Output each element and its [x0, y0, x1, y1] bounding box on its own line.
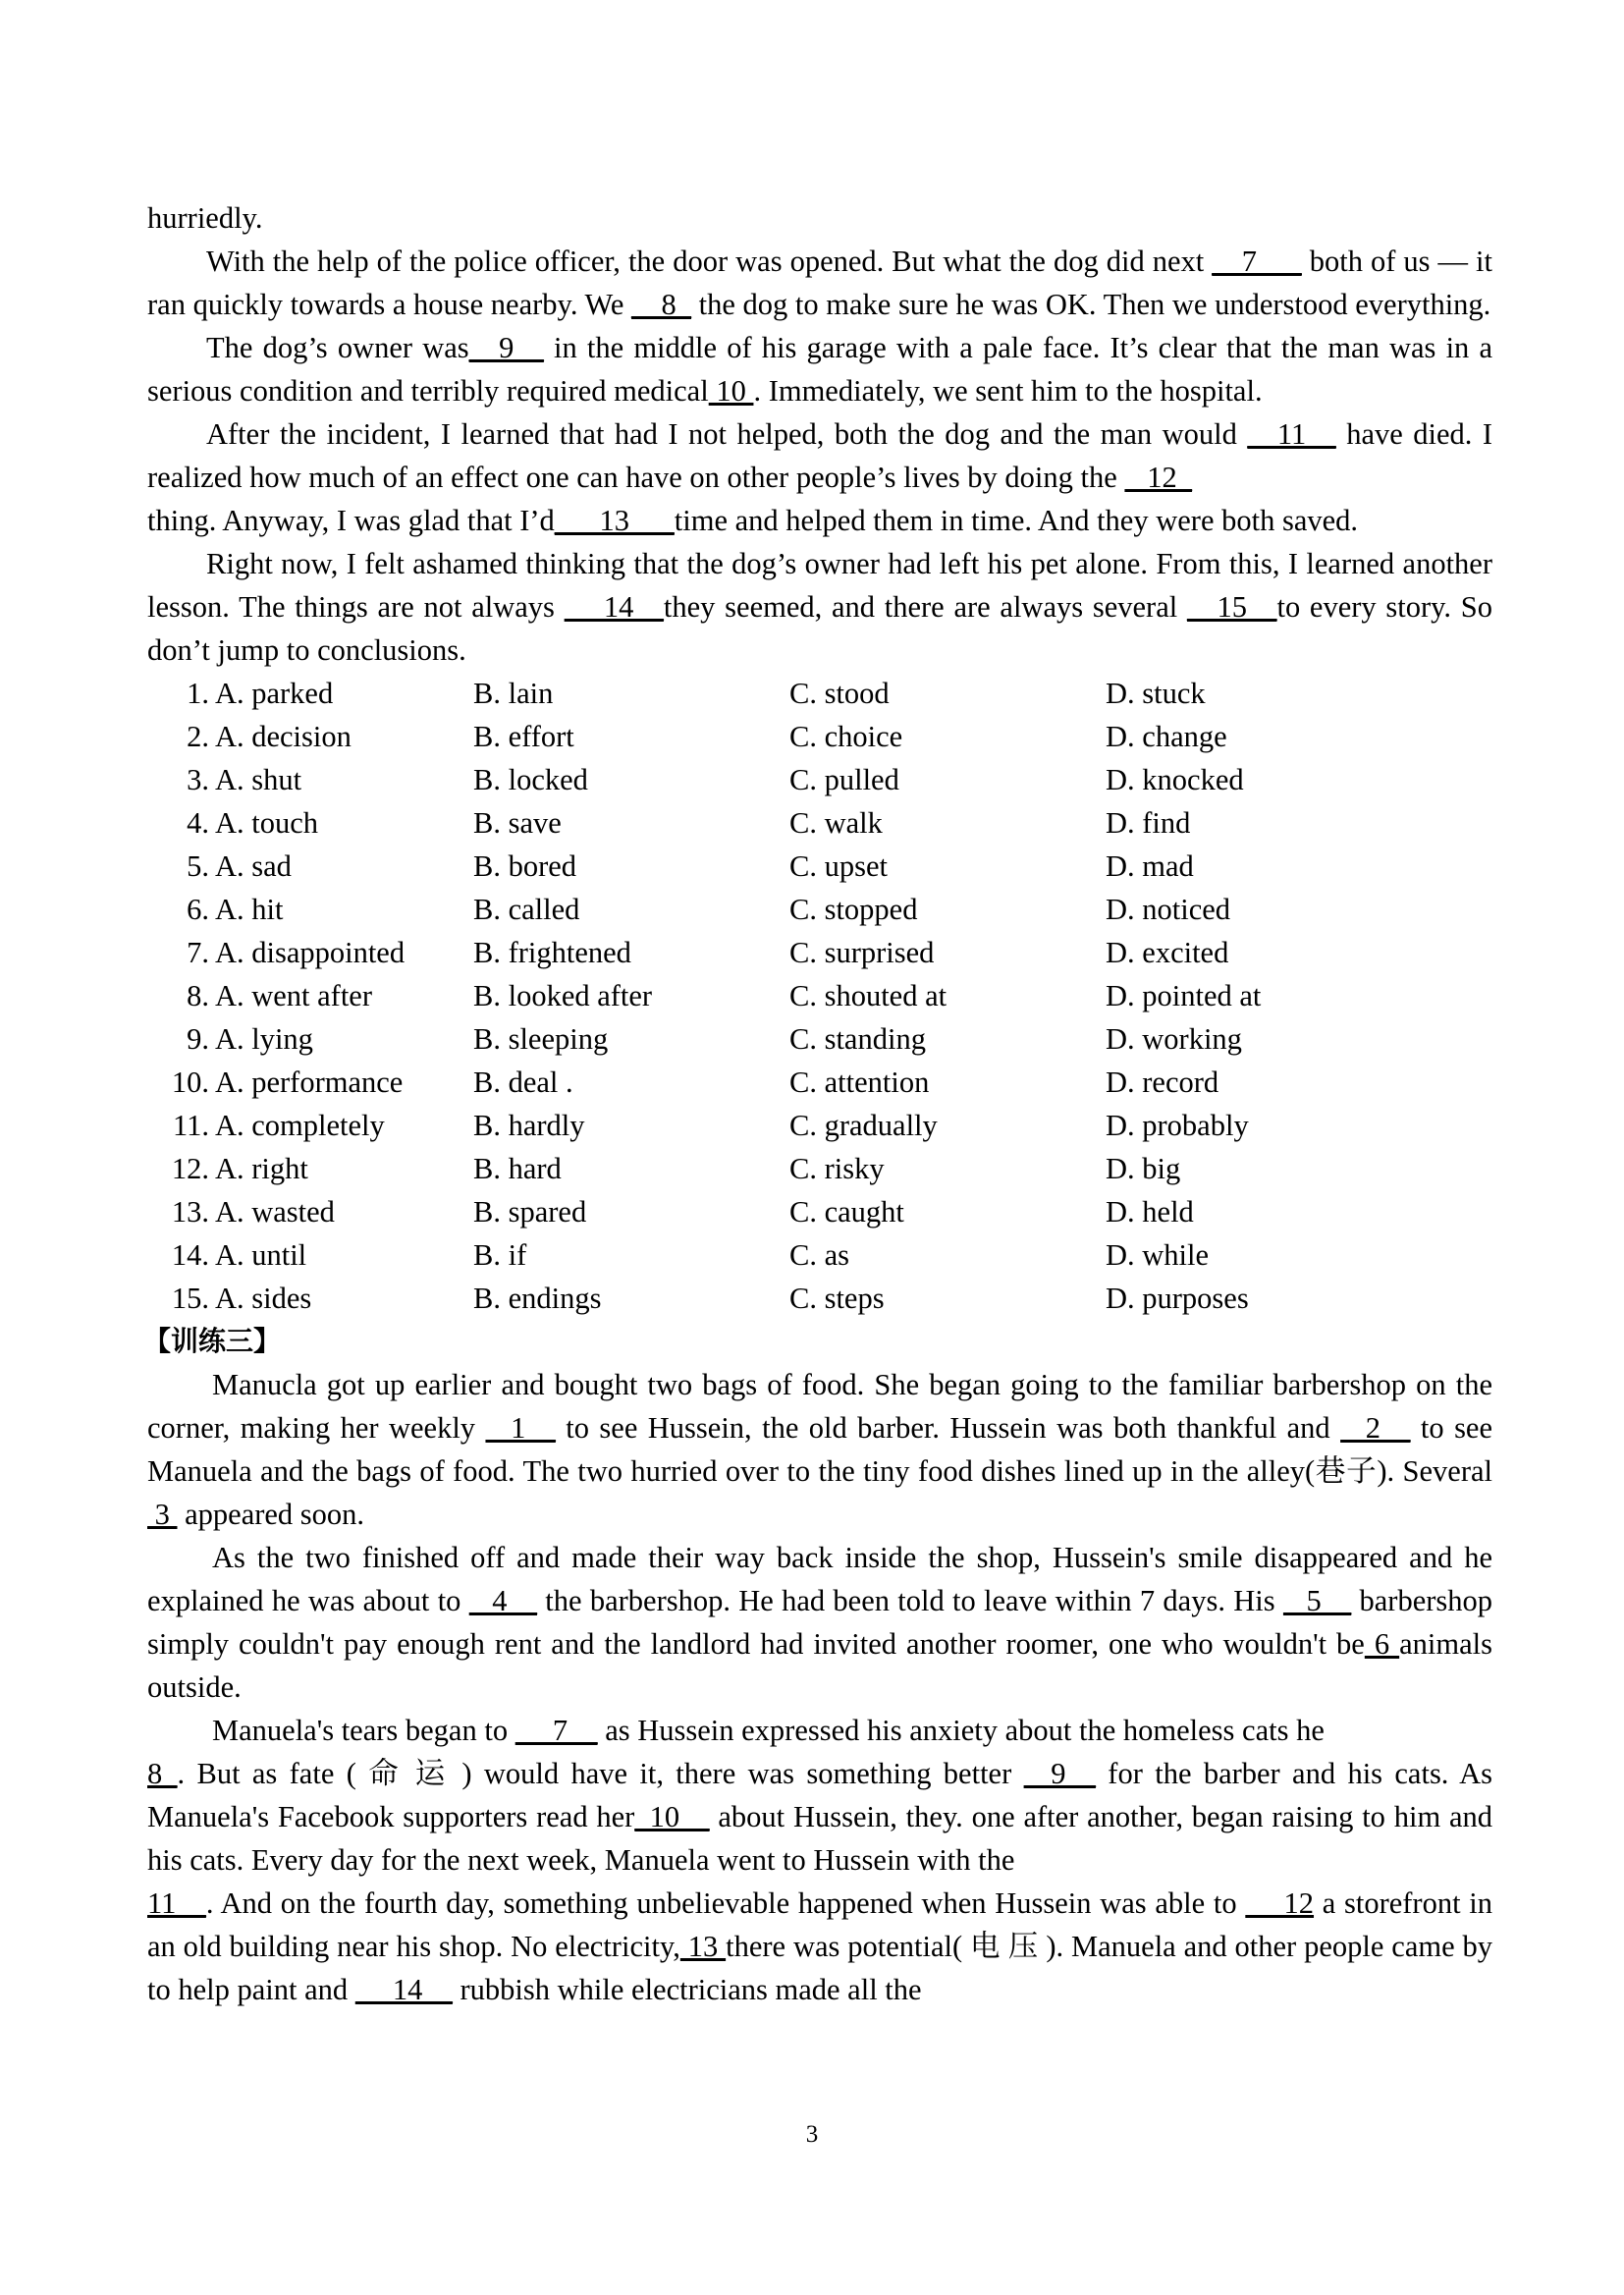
blank-15: __15__: [1186, 590, 1277, 624]
option-a: [157, 1061, 473, 1104]
option-a-text: A. went after: [214, 979, 373, 1012]
option-b-text: B. sleeping: [473, 1022, 609, 1056]
option-b: [473, 672, 789, 715]
option-c: [789, 931, 1106, 974]
option-row: [157, 845, 1261, 888]
option-c-text: C. upset: [789, 849, 888, 883]
option-d: [1106, 845, 1261, 888]
option-a-text: A. touch: [214, 806, 318, 840]
option-c: [789, 1017, 1106, 1061]
option-d: [1106, 1061, 1261, 1104]
option-b-text: B. frightened: [473, 936, 631, 969]
option-a: [157, 845, 473, 888]
option-d-text: D. find: [1106, 806, 1191, 840]
option-a: [157, 1017, 473, 1061]
option-b: [473, 974, 789, 1017]
option-b-text: B. looked after: [473, 979, 653, 1012]
option-b: [473, 1104, 789, 1147]
option-number: 10.: [171, 1066, 209, 1099]
option-row: [157, 801, 1261, 845]
option-c-text: C. surprised: [789, 936, 935, 969]
option-b-text: B. endings: [473, 1282, 602, 1315]
option-b-text: B. save: [473, 806, 562, 840]
option-b: [473, 1061, 789, 1104]
option-c-text: C. steps: [789, 1282, 885, 1315]
blank-s3-14: __14__: [354, 1973, 453, 2006]
option-b: [473, 758, 789, 801]
option-row: [157, 974, 1261, 1017]
option-a-text: A. sides: [214, 1282, 312, 1315]
option-row: [157, 672, 1261, 715]
option-c: [789, 1233, 1106, 1277]
paragraph-s3-1: Manucla got up earlier and bought two bags of food. She began going to the familiar barbershop on the corner, making her weekly _1__ to see Hussein, the old barber. Hussein was both thankful and _2__ to see Manuela and the bags of food. The two hurried over to the tiny food dishes lined up in the alley(巷子). Several 3 appeared soon.: [147, 1368, 1493, 1531]
option-d-text: D. purposes: [1106, 1282, 1249, 1315]
option-b: [473, 845, 789, 888]
option-a-text: A. shut: [214, 763, 302, 796]
option-b-text: B. locked: [473, 763, 588, 796]
option-c: [789, 974, 1106, 1017]
option-row: [157, 931, 1261, 974]
section-heading: 【训练三】: [143, 1325, 282, 1357]
blank-9: __9__: [468, 331, 544, 364]
blank-s3-3: 3: [147, 1498, 178, 1531]
option-b: [473, 1277, 789, 1320]
option-c: [789, 1147, 1106, 1190]
option-c: [789, 715, 1106, 758]
blank-s3-8: 8_: [147, 1757, 178, 1790]
option-row: [157, 1277, 1261, 1320]
option-a: [157, 672, 473, 715]
option-d-text: D. big: [1106, 1152, 1181, 1185]
option-d-text: D. knocked: [1106, 763, 1244, 796]
option-a: [157, 715, 473, 758]
option-c-text: C. risky: [789, 1152, 885, 1185]
option-b: [473, 1190, 789, 1233]
option-c-text: C. choice: [789, 720, 903, 753]
option-a: [157, 801, 473, 845]
option-b-text: B. hard: [473, 1152, 562, 1185]
option-number: 13.: [171, 1195, 209, 1229]
option-a: [157, 1190, 473, 1233]
option-c: [789, 845, 1106, 888]
option-number: 15.: [171, 1282, 209, 1315]
blank-10: 10: [708, 374, 754, 408]
option-number: 6.: [187, 893, 209, 926]
option-row: [157, 1233, 1261, 1277]
option-d: [1106, 1233, 1261, 1277]
option-d-text: D. probably: [1106, 1109, 1249, 1142]
option-a-text: A. parked: [214, 677, 334, 710]
option-d: [1106, 1104, 1261, 1147]
option-d-text: D. stuck: [1106, 677, 1206, 710]
option-b: [473, 931, 789, 974]
option-d: [1106, 931, 1261, 974]
option-c-text: C. stopped: [789, 893, 918, 926]
option-c: [789, 1277, 1106, 1320]
option-b: [473, 1017, 789, 1061]
option-a: [157, 1147, 473, 1190]
option-a: [157, 758, 473, 801]
option-b: [473, 715, 789, 758]
option-d-text: D. record: [1106, 1066, 1219, 1099]
blank-s3-10: _10__: [634, 1800, 710, 1833]
option-a-text: A. until: [214, 1238, 307, 1272]
blank-s3-1: _1__: [485, 1411, 556, 1445]
blank-s3-13: 13: [679, 1930, 727, 1963]
option-d: [1106, 672, 1261, 715]
option-d-text: D. working: [1106, 1022, 1242, 1056]
option-a: [157, 1277, 473, 1320]
blank-7: __7___: [1212, 245, 1302, 278]
paragraph-s2-1: With the help of the police officer, the door was opened. But what the dog did next __7___ both of us — it ran quickly towards a house nearby. We __8_ the dog to make sure he was OK. Then we understood everything.: [147, 245, 1492, 321]
option-d-text: D. noticed: [1106, 893, 1231, 926]
option-b: [473, 1233, 789, 1277]
option-c-text: C. caught: [789, 1195, 904, 1229]
option-b: [473, 888, 789, 931]
option-c: [789, 801, 1106, 845]
option-number: 3.: [187, 763, 209, 796]
option-a-text: A. sad: [214, 849, 292, 883]
paragraph-s2-0: hurriedly.: [147, 201, 263, 235]
blank-12: _12_: [1124, 461, 1193, 494]
option-b-text: B. called: [473, 893, 580, 926]
option-row: [157, 1017, 1261, 1061]
option-b-text: B. hardly: [473, 1109, 585, 1142]
option-a-text: A. wasted: [214, 1195, 335, 1229]
option-d-text: D. mad: [1106, 849, 1194, 883]
option-number: 8.: [187, 979, 209, 1012]
option-a: [157, 1104, 473, 1147]
option-b-text: B. spared: [473, 1195, 587, 1229]
option-d-text: D. while: [1106, 1238, 1210, 1272]
option-a-text: A. disappointed: [214, 936, 406, 969]
option-b-text: B. bored: [473, 849, 577, 883]
option-d: [1106, 1190, 1261, 1233]
option-d: [1106, 715, 1261, 758]
option-c: [789, 758, 1106, 801]
option-number: 4.: [187, 806, 209, 840]
blank-s3-7: __7__: [514, 1714, 598, 1747]
option-d: [1106, 888, 1261, 931]
option-row: [157, 1104, 1261, 1147]
option-c-text: C. gradually: [789, 1109, 938, 1142]
option-c: [789, 888, 1106, 931]
option-c-text: C. as: [789, 1238, 849, 1272]
option-d-text: D. held: [1106, 1195, 1194, 1229]
blank-14: __14__: [564, 590, 664, 624]
option-c-text: C. standing: [789, 1022, 926, 1056]
options-body: [157, 672, 1261, 1320]
option-d: [1106, 801, 1261, 845]
option-b: [473, 801, 789, 845]
blank-s3-6: 6: [1364, 1627, 1400, 1661]
option-d-text: D. excited: [1106, 936, 1229, 969]
option-row: [157, 1147, 1261, 1190]
option-a: [157, 1233, 473, 1277]
option-c-text: C. shouted at: [789, 979, 947, 1012]
blank-8: __8_: [631, 288, 692, 321]
option-row: [157, 758, 1261, 801]
option-b-text: B. lain: [473, 677, 554, 710]
option-b-text: B. deal .: [473, 1066, 573, 1099]
option-b-text: B. effort: [473, 720, 574, 753]
option-c-text: C. stood: [789, 677, 890, 710]
option-d: [1106, 1017, 1261, 1061]
option-number: 5.: [187, 849, 209, 883]
option-a-text: A. lying: [214, 1022, 313, 1056]
option-a: [157, 888, 473, 931]
paragraph-s2-4: Right now, I felt ashamed thinking that the dog’s owner had left his pet alone. From this, I learned another lesson. The things are not always __14__they seemed, and there are always several __15__to every story. So don’t jump to conclusions.: [147, 547, 1493, 667]
blank-s3-2: _2__: [1340, 1411, 1411, 1445]
blank-s3-11: 11__: [147, 1886, 206, 1920]
page-number: 3: [805, 2121, 819, 2148]
option-c: [789, 672, 1106, 715]
option-a: [157, 974, 473, 1017]
page-content: [143, 196, 1493, 2011]
option-d: [1106, 974, 1261, 1017]
option-c: [789, 1190, 1106, 1233]
option-c: [789, 1061, 1106, 1104]
option-row: [157, 1190, 1261, 1233]
option-row: [157, 715, 1261, 758]
paragraph-s2-2: The dog’s owner was__9__ in the middle of his garage with a pale face. It’s clear that the man was in a serious condition and terribly required medical 10 . Immediately, we sent him to the hospital.: [147, 331, 1492, 408]
option-d-text: D. pointed at: [1106, 979, 1262, 1012]
option-number: 1.: [187, 677, 209, 710]
option-c: [789, 1104, 1106, 1147]
option-number: 11.: [173, 1109, 209, 1142]
blank-s3-5: _5__: [1282, 1584, 1352, 1617]
blank-s3-12: __12: [1245, 1886, 1315, 1920]
paragraph-s3-2: As the two finished off and made their way back inside the shop, Hussein's smile disappeared and he explained he was about to _4__ the barbershop. He had been told to leave within 7 days. His _5__ barbershop simply couldn't pay enough rent and the landlord had invited another roomer, one who wouldn't be 6 animals outside.: [147, 1541, 1493, 1704]
option-a: [157, 931, 473, 974]
blank-11: __11__: [1247, 417, 1336, 451]
option-row: [157, 888, 1261, 931]
option-a-text: A. completely: [214, 1109, 385, 1142]
option-a-text: A. right: [214, 1152, 308, 1185]
option-b: [473, 1147, 789, 1190]
option-c-text: C. walk: [789, 806, 883, 840]
option-c-text: C. attention: [789, 1066, 930, 1099]
option-number: 2.: [187, 720, 209, 753]
option-d: [1106, 758, 1261, 801]
option-d: [1106, 1147, 1261, 1190]
option-c-text: C. pulled: [789, 763, 899, 796]
paragraph-s2-3: After the incident, I learned that had I not helped, both the dog and the man would __11__ have died. I realized how much of an effect one can have on other people’s lives by doing the _12_ thing. Anyway, I was glad that I’d___13___time and helped them in time. And they were both saved.: [147, 417, 1492, 537]
paragraph-s3-3: Manuela's tears began to __7__ as Hussein expressed his anxiety about the homeless cats he 8_. But as fate ( 命 运 ) would have it, there was something better _9__ for the barber and his cats. As Manuela's Facebook supporters read her_10__ about Hussein, they. one after another, began raising to him and his cats. Every day for the next week, Manuela went to Hussein with the 11__. And on the fourth day, something unbelievable happened when Hussein was able to __12 a storefront in an old building near his shop. No electricity, 13 there was potential( 电 压 ). Manuela and other people came by to help paint and __14__ rubbish while electricians made all the: [147, 1714, 1493, 2006]
blank-s3-9: _9__: [1023, 1757, 1096, 1790]
blank-13: ___13___: [554, 504, 675, 537]
option-number: 7.: [187, 936, 209, 969]
option-a-text: A. performance: [214, 1066, 404, 1099]
option-a-text: A. decision: [214, 720, 352, 753]
option-number: 14.: [171, 1238, 209, 1272]
option-d-text: D. change: [1106, 720, 1227, 753]
options-table: [157, 672, 1261, 1320]
option-number: 12.: [171, 1152, 209, 1185]
option-number: 9.: [187, 1022, 209, 1056]
option-a-text: A. hit: [214, 893, 284, 926]
option-row: [157, 1061, 1261, 1104]
blank-s3-4: _4__: [468, 1584, 537, 1617]
option-d: [1106, 1277, 1261, 1320]
option-b-text: B. if: [473, 1238, 527, 1272]
